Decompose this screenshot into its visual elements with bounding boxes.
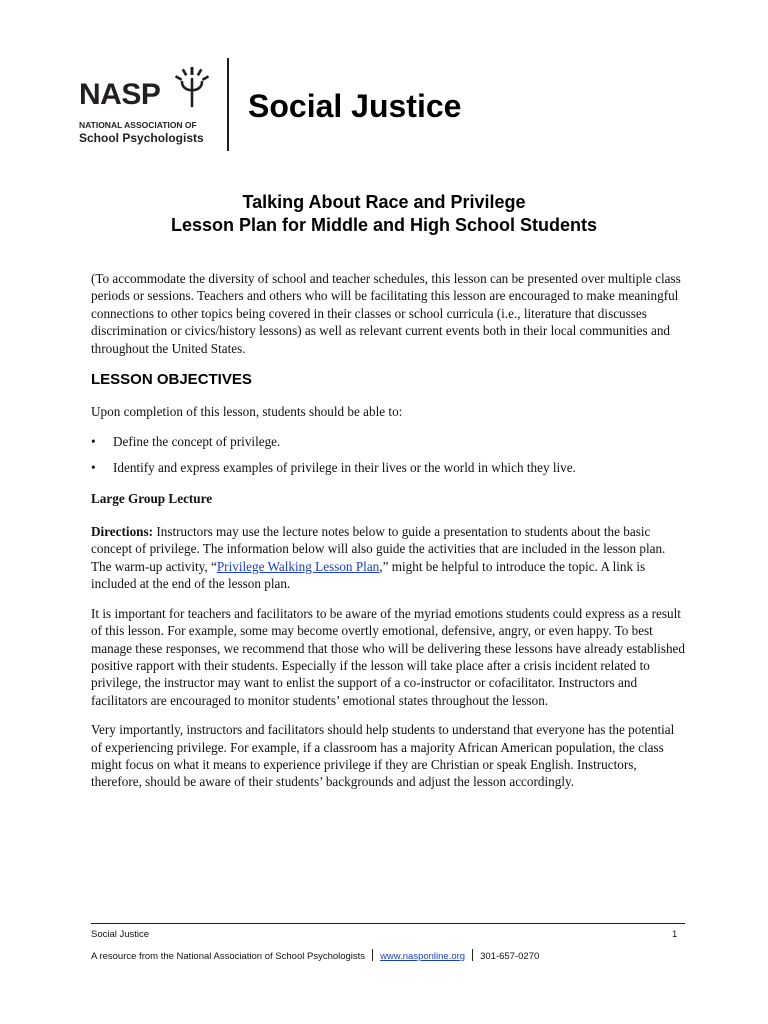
logo-wordmark: NASP bbox=[79, 78, 161, 111]
footer-title: Social Justice bbox=[91, 929, 150, 940]
directions-paragraph bbox=[91, 523, 685, 593]
footer-divider bbox=[91, 923, 685, 924]
footer-separator bbox=[472, 949, 473, 961]
section-heading-objectives: LESSON OBJECTIVES bbox=[91, 371, 252, 389]
privilege-walking-link[interactable]: Privilege Walking Lesson Plan bbox=[216, 558, 380, 574]
intro-paragraph: (To accommodate the diversity of school and teacher schedules, this lesson can be presented over multiple class periods or sessions. Teachers and others who will be facilitating this lesson are encouraged to make meaningful connections to other topics being covered in their classes or school curricula (i.e., literature that discusses discrimination or civics/history lessons) as well as relevant current events both in their local communities and throughout the United States. bbox=[91, 271, 681, 356]
list-item: • Identify and express examples of privilege in their lives or the world in which they live. bbox=[91, 459, 685, 476]
objectives-list bbox=[91, 433, 685, 477]
page-number: 1 bbox=[672, 929, 678, 940]
logo-subtitle-line2: School Psychologists bbox=[79, 131, 204, 145]
directions-text: Instructors may use the lecture notes below to guide a presentation to students about the basic concept of privilege. The information below will also guide the activities that are included in the lesson plan. The warm-up activity, “ bbox=[91, 524, 666, 574]
footer-separator bbox=[372, 949, 373, 961]
psi-tree-icon bbox=[174, 66, 210, 108]
footer-resource-line bbox=[91, 949, 539, 962]
objectives-lead: Upon completion of this lesson, students should be able to: bbox=[91, 404, 403, 420]
list-item: • Define the concept of privilege. bbox=[91, 433, 685, 450]
nasp-logo bbox=[79, 66, 229, 150]
document-title: Talking About Race and Privilege bbox=[242, 192, 526, 212]
emotions-paragraph: It is important for teachers and facilitators to be aware of the myriad emotions students could express as a result of this lesson. For example, some may become overtly emotional, defensive, angry, or even happy. To best manage these responses, we recommend that those who will be delivering these lessons have already established positive rapport with their students. Especially if the lesson will take place after a crisis incident related to privilege, the instructor may want to enlist the support of a co-instructor or cofacilitator. Instructors and facilitators are encouraged to monitor students’ emotional states throughout the lesson. bbox=[91, 605, 685, 708]
footer-resource-text: A resource from the National Association of School Psychologists bbox=[91, 951, 366, 962]
privilege-paragraph: Very importantly, instructors and facilitators should help students to understand that everyone has the potential of experiencing privilege. For example, if a classroom has a majority African American population, the class might focus on what it means to experience privilege if they are Christian or speak English. Instructors, therefore, should be aware of their students’ backgrounds and adjust the lesson accordingly. bbox=[91, 722, 675, 790]
section-heading-lecture: Large Group Lecture bbox=[91, 490, 213, 506]
directions-text-end: ,” might be helpful to introduce the topic. A link is included at the end of the lesson plan. bbox=[91, 558, 646, 592]
footer-phone: 301-657-0270 bbox=[480, 951, 540, 962]
header-divider bbox=[227, 58, 229, 151]
document-subtitle: Lesson Plan for Middle and High School Students bbox=[170, 215, 598, 235]
document-body bbox=[91, 270, 685, 803]
directions-label: Directions: bbox=[91, 524, 154, 540]
website-link[interactable]: www.nasponline.org bbox=[380, 951, 466, 962]
logo-subtitle-line1: NATIONAL ASSOCIATION OF bbox=[79, 120, 197, 130]
header-title: Social Justice bbox=[248, 88, 462, 124]
